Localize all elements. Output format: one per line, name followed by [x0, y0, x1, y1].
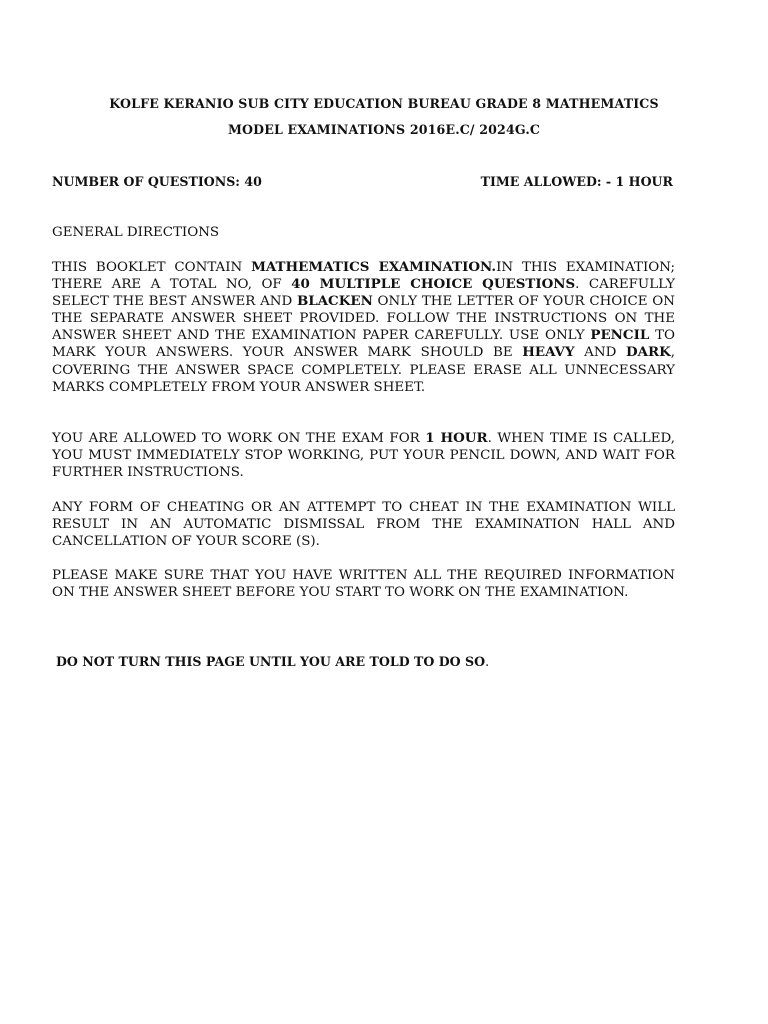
text-run: THIS BOOKLET CONTAIN: [52, 260, 252, 275]
time-allowed: TIME ALLOWED: - 1 HOUR: [480, 174, 673, 189]
number-of-questions: NUMBER OF QUESTIONS: 40: [52, 174, 262, 189]
directions-paragraph-booklet: [52, 259, 675, 396]
bold-run: MATHEMATICS EXAMINATION.: [251, 259, 497, 275]
directions-paragraph-cheating: ANY FORM OF CHEATING OR AN ATTEMPT TO CHEAT IN THE EXAMINATION WILL RESULT IN AN AUTOMATIC DISMISSAL FROM THE EXAMINATION HALL AND CANCELLATION OF YOUR SCORE (S).: [52, 500, 675, 550]
text-run: .: [485, 654, 490, 669]
bold-run: DARK: [625, 344, 671, 361]
text-run: . WHEN TIME IS CALLED, YOU MUST IMMEDIATELY STOP WORKING, PUT YOUR PENCIL DOWN, AND WAIT FOR FURTHER INSTRUCTIONS.: [52, 431, 675, 481]
bold-run: 40 MULTIPLE CHOICE QUESTIONS: [291, 276, 576, 293]
bold-run: 1 HOUR: [425, 430, 488, 446]
text-run: , COVERING THE ANSWER SPACE COMPLETELY. PLEASE ERASE ALL UNNECESSARY MARKS COMPLETELY FROM YOUR ANSWER SHEET.: [52, 345, 676, 395]
do-not-turn-notice: [52, 654, 489, 669]
text-run: IN THIS EXAMINATION; THERE ARE A TOTAL NO, OF: [52, 260, 675, 293]
directions-paragraph-time: [52, 430, 675, 481]
document-title: KOLFE KERANIO SUB CITY EDUCATION BUREAU GRADE 8 MATHEMATICS: [109, 96, 659, 111]
directions-paragraph-answer-sheet: PLEASE MAKE SURE THAT YOU HAVE WRITTEN ALL THE REQUIRED INFORMATION ON THE ANSWER SHEET BEFORE YOU START TO WORK ON THE EXAMINATION.: [52, 568, 675, 601]
text-run: TO MARK YOUR ANSWERS. YOUR ANSWER MARK SHOULD BE: [52, 328, 675, 361]
bold-run: BLACKEN: [296, 293, 373, 310]
document-subtitle: MODEL EXAMINATIONS 2016E.C/ 2024G.C: [227, 122, 541, 137]
text-run: YOU ARE ALLOWED TO WORK ON THE EXAM FOR: [52, 431, 426, 446]
text-run: ONLY THE LETTER OF YOUR CHOICE ON THE SEPARATE ANSWER SHEET PROVIDED. FOLLOW THE INSTRUCTIONS ON THE ANSWER SHEET AND THE EXAMINATION PAPER CAREFULLY. USE ONLY: [52, 294, 675, 344]
bold-run: DO NOT TURN THIS PAGE UNTIL YOU ARE TOLD TO DO SO: [56, 654, 486, 669]
bold-run: PENCIL: [590, 327, 650, 344]
text-run: AND: [574, 345, 626, 361]
general-directions-heading: GENERAL DIRECTIONS: [52, 225, 220, 240]
text-run: . CAREFULLY SELECT THE BEST ANSWER AND: [52, 277, 675, 310]
bold-run: HEAVY: [522, 344, 575, 361]
